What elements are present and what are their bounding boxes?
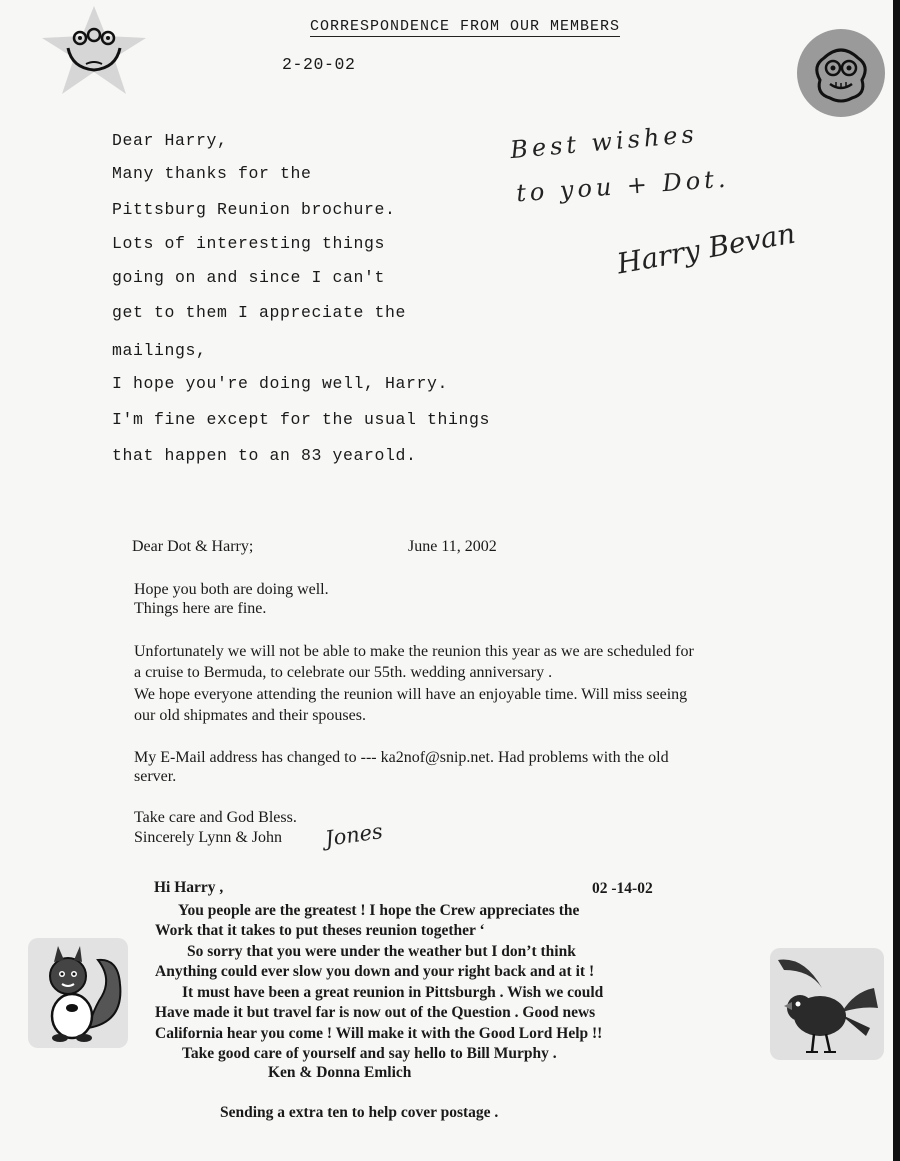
letter1-line: mailings, [112, 341, 207, 360]
scan-edge [893, 0, 900, 1161]
letter2-closing: Take care and God Bless. [134, 809, 297, 826]
letter2-line: Hope you both are doing well. [134, 581, 329, 598]
letter1-line: I hope you're doing well, Harry. [112, 374, 449, 393]
letter3-greeting: Hi Harry , [154, 879, 224, 896]
letter3-line: Take good care of yourself and say hello to Bill Murphy . [182, 1045, 557, 1062]
letter1-line: Pittsburg Reunion brochure. [112, 200, 396, 219]
letter3-line: Have made it but travel far is now out of the Question . Good news [155, 1004, 596, 1021]
page-title: CORRESPONDENCE FROM OUR MEMBERS [310, 18, 621, 35]
handwritten-best-wishes: Best wishes [509, 119, 699, 165]
letter3-line: So sorry that you were under the weather but I don’t think [187, 943, 576, 960]
letter1-line: Lots of interesting things [112, 234, 386, 253]
letter1-line: that happen to an 83 yearold. [112, 446, 417, 465]
bird-sticker-icon [770, 948, 884, 1060]
letter2-line: Things here are fine. [134, 600, 267, 617]
letter2-line: My E-Mail address has changed to --- ka2nof@snip.net. Had problems with the old [134, 749, 669, 766]
handwritten-to-you-and-dot: to you + Dot. [515, 164, 731, 208]
letter2-date: June 11, 2002 [408, 538, 497, 555]
letter2-line: a cruise to Bermuda, to celebrate our 55th. wedding anniversary . [134, 664, 553, 681]
letter1-line: get to them I appreciate the [112, 303, 407, 322]
letter1-line: I'm fine except for the usual things [112, 410, 491, 429]
letter1-line: going on and since I can't [112, 268, 386, 287]
letter3-line: Anything could ever slow you down and your right back and at it ! [155, 963, 595, 980]
letter2-greeting: Dear Dot & Harry; [132, 538, 254, 555]
letter3-line: Work that it takes to put theses reunion together ‘ [155, 922, 485, 939]
letter3-line: You people are the greatest ! I hope the Crew appreciates the [178, 902, 580, 919]
round-face-sticker-icon [796, 28, 886, 118]
letter3-postscript: Sending a extra ten to help cover postage . [220, 1104, 499, 1121]
star-face-sticker-icon [36, 2, 152, 98]
letter2-line: We hope everyone attending the reunion will have an enjoyable time. Will miss seeing [134, 686, 688, 703]
letter1-greeting: Dear Harry, [112, 131, 228, 150]
letter1-line: Many thanks for the [112, 164, 312, 183]
letter1-date: 2-20-02 [282, 55, 356, 74]
handwritten-signature: Harry Bevan [614, 216, 798, 281]
letter3-date: 02 -14-02 [592, 880, 653, 897]
letter3-signature: Ken & Donna Emlich [268, 1064, 412, 1081]
letter2-line: server. [134, 768, 177, 785]
squirrel-sticker-icon [28, 938, 128, 1048]
letter2-line: Unfortunately we will not be able to make the reunion this year as we are scheduled for [134, 643, 694, 660]
letter3-line: California hear you come ! Will make it with the Good Lord Help !! [155, 1025, 603, 1042]
handwritten-jones: Jones [323, 819, 385, 851]
letter2-signature: Sincerely Lynn & John [134, 829, 282, 846]
letter3-line: It must have been a great reunion in Pittsburgh . Wish we could [182, 984, 604, 1001]
letter2-line: our old shipmates and their spouses. [134, 707, 366, 724]
